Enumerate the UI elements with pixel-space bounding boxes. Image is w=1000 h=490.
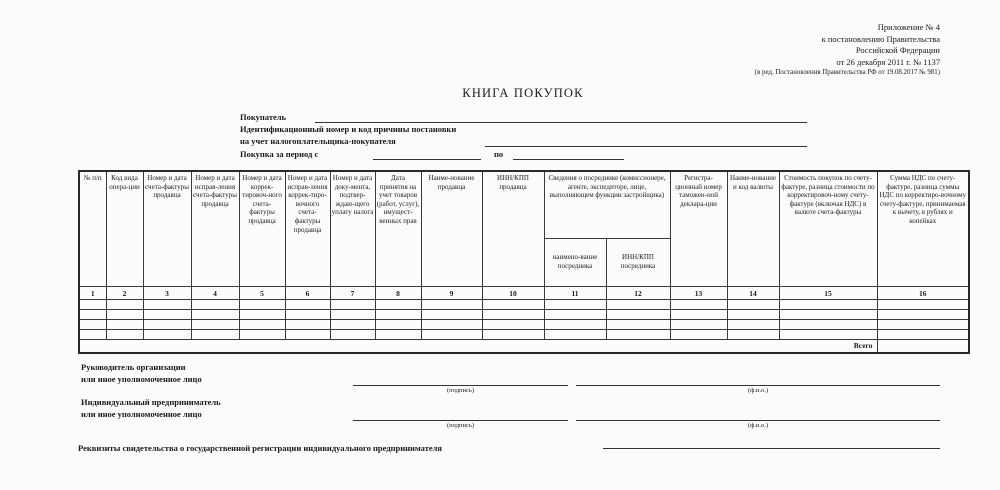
col-header-adjustment-correction: Номер и дата исправ-ления коррек-тиро-вочного счета-фактуры продавца — [285, 171, 330, 286]
table-cell — [239, 319, 285, 329]
col-header-purchase-cost: Стоимость покупок по счету-фактуре, разница стоимости по корректировоч-ному счету-фактуре (включая НДС) в валюте счета-фактуры — [779, 171, 877, 286]
table-cell — [239, 329, 285, 339]
table-cell — [727, 299, 779, 309]
table-cell — [106, 319, 143, 329]
table-cell — [285, 319, 330, 329]
table-cell — [877, 309, 969, 319]
taxpayer-id-label-line2: на учет налогоплательщика-покупателя — [240, 136, 396, 146]
col-header-customs-declaration: Регистра-ционный номер таможен-ной деклара-ции — [670, 171, 727, 286]
table-cell — [606, 319, 670, 329]
table-cell — [727, 319, 779, 329]
table-cell — [191, 329, 239, 339]
table-cell — [330, 319, 375, 329]
table-cell — [606, 329, 670, 339]
table-row — [79, 319, 969, 329]
table-cell — [375, 319, 421, 329]
registration-details-label: Реквизиты свидетельства о государственной регистрации индивидуального предпринимателя — [78, 443, 443, 453]
table-cell — [106, 329, 143, 339]
column-number: 1 — [79, 286, 106, 299]
table-cell — [670, 329, 727, 339]
table-cell — [482, 309, 544, 319]
annotation-line: от 26 декабря 2011 г. № 1137 — [836, 56, 940, 67]
period-from-label: Покупка за период с — [240, 149, 319, 159]
col-header-invoice-number-date: Номер и дата счета-фактуры продавца — [143, 171, 191, 286]
entrepreneur-label-line2: или иное уполномоченное лицо — [81, 409, 202, 419]
column-number: 7 — [330, 286, 375, 299]
column-number: 2 — [106, 286, 143, 299]
table-cell — [330, 329, 375, 339]
table-cell — [375, 329, 421, 339]
column-number: 3 — [143, 286, 191, 299]
head-signature-line — [353, 375, 568, 386]
table-cell — [670, 309, 727, 319]
table-row — [79, 299, 969, 309]
table-cell — [375, 299, 421, 309]
col-header-seller-name: Наиме-нование продавца — [421, 171, 482, 286]
table-cell — [106, 309, 143, 319]
column-number-row — [79, 286, 969, 299]
column-number: 5 — [239, 286, 285, 299]
table-cell — [727, 309, 779, 319]
table-cell — [727, 329, 779, 339]
col-header-intermediary-inn-kpp: ИНН/КПП посредника — [606, 238, 670, 286]
entrepreneur-label-line1: Индивидуальный предприниматель — [81, 397, 221, 407]
table-cell — [375, 309, 421, 319]
table-cell — [285, 309, 330, 319]
entrepreneur-fullname-line — [576, 410, 940, 421]
table-cell — [877, 329, 969, 339]
table-cell — [544, 329, 606, 339]
col-header-row-number: № п/п — [79, 171, 106, 286]
col-header-intermediary-name: наимено-вание посредника — [544, 238, 606, 286]
taxpayer-id-fill-line — [485, 136, 807, 147]
table-cell — [877, 299, 969, 309]
column-number: 10 — [482, 286, 544, 299]
period-to-fill-line — [513, 149, 624, 160]
total-value-cell — [877, 339, 969, 353]
table-cell — [191, 319, 239, 329]
column-number: 8 — [375, 286, 421, 299]
table-cell — [779, 309, 877, 319]
table-cell — [779, 329, 877, 339]
col-header-adjustment-invoice: Номер и дата коррек-тировоч-ного счета-фактуры продавца — [239, 171, 285, 286]
table-cell — [670, 299, 727, 309]
period-to-label: по — [494, 149, 504, 159]
col-header-payment-document: Номер и дата доку-мента, подтвер-ждаю-щего уплату налога — [330, 171, 375, 286]
regulation-annotation — [620, 22, 940, 78]
table-cell — [79, 319, 106, 329]
table-cell — [544, 299, 606, 309]
table-cell — [482, 329, 544, 339]
table-cell — [330, 299, 375, 309]
table-cell — [779, 299, 877, 309]
table-cell — [79, 329, 106, 339]
signature-caption: (подпись) — [447, 422, 474, 429]
total-label: Всего — [79, 339, 877, 353]
table-cell — [79, 299, 106, 309]
table-cell — [191, 299, 239, 309]
column-number: 9 — [421, 286, 482, 299]
table-row — [79, 329, 969, 339]
signature-caption: (подпись) — [447, 387, 474, 394]
annotation-line: Приложение № 4 — [877, 22, 940, 32]
buyer-fill-line — [315, 112, 807, 123]
table-cell — [143, 309, 191, 319]
column-number: 12 — [606, 286, 670, 299]
table-cell — [421, 319, 482, 329]
col-header-vat-amount: Сумма НДС по счету-фактуре, разница суммы НДС по корректиро-вочному счету-фактуре, принимаемая к вычету, в рублях и копейках — [877, 171, 969, 286]
column-number: 4 — [191, 286, 239, 299]
head-of-org-label-line2: или иное уполномоченное лицо — [81, 374, 202, 384]
table-row — [79, 309, 969, 319]
table-cell — [79, 309, 106, 319]
purchase-book-table — [78, 170, 970, 354]
table-cell — [143, 319, 191, 329]
table-cell — [143, 329, 191, 339]
annotation-line: к постановлению Правительства — [821, 33, 940, 44]
table-cell — [877, 319, 969, 329]
table-cell — [606, 299, 670, 309]
table-cell — [670, 319, 727, 329]
taxpayer-id-label-line1: Идентификационный номер и код причины постановки — [240, 124, 457, 134]
col-header-invoice-correction: Номер и дата исправ-ления счета-фактуры продавца — [191, 171, 239, 286]
col-header-acceptance-date: Дата принятия на учет товаров (работ, услуг), имущест-венных прав — [375, 171, 421, 286]
col-header-seller-inn-kpp: ИНН/КПП продавца — [482, 171, 544, 286]
table-cell — [482, 299, 544, 309]
table-cell — [143, 299, 191, 309]
table-cell — [330, 309, 375, 319]
column-number: 14 — [727, 286, 779, 299]
col-group-intermediary-info: Сведения о посреднике (комиссионере, агенте, экспедиторе, лице, выполняющем функции застройщика) — [544, 171, 670, 238]
column-number: 11 — [544, 286, 606, 299]
fullname-caption: (ф.и.о.) — [747, 387, 769, 394]
total-row — [79, 339, 969, 353]
table-cell — [285, 299, 330, 309]
column-number: 6 — [285, 286, 330, 299]
fullname-caption: (ф.и.о.) — [747, 422, 769, 429]
table-cell — [482, 319, 544, 329]
page-title: КНИГА ПОКУПОК — [462, 86, 584, 100]
col-header-operation-code: Код вида опера-ции — [106, 171, 143, 286]
col-header-currency: Наиме-нование и код валюты — [727, 171, 779, 286]
column-number: 15 — [779, 286, 877, 299]
column-number: 16 — [877, 286, 969, 299]
head-fullname-line — [576, 375, 940, 386]
table-cell — [779, 319, 877, 329]
period-from-fill-line — [373, 149, 481, 160]
table-cell — [191, 309, 239, 319]
buyer-label: Покупатель — [240, 112, 287, 122]
table-cell — [544, 309, 606, 319]
table-cell — [544, 319, 606, 329]
table-cell — [285, 329, 330, 339]
head-of-org-label-line1: Руководитель организации — [81, 362, 186, 372]
annotation-line: Российской Федерации — [855, 45, 940, 55]
header-row-main — [79, 171, 969, 238]
table-cell — [421, 299, 482, 309]
table-cell — [106, 299, 143, 309]
registration-details-line — [603, 438, 940, 449]
table-cell — [421, 329, 482, 339]
table-cell — [421, 309, 482, 319]
table-cell — [239, 299, 285, 309]
table-cell — [239, 309, 285, 319]
annotation-edition-note: (в ред. Постановления Правительства РФ от 19.08.2017 № 981) — [754, 69, 940, 76]
column-number: 13 — [670, 286, 727, 299]
table-cell — [606, 309, 670, 319]
entrepreneur-signature-line — [353, 410, 568, 421]
